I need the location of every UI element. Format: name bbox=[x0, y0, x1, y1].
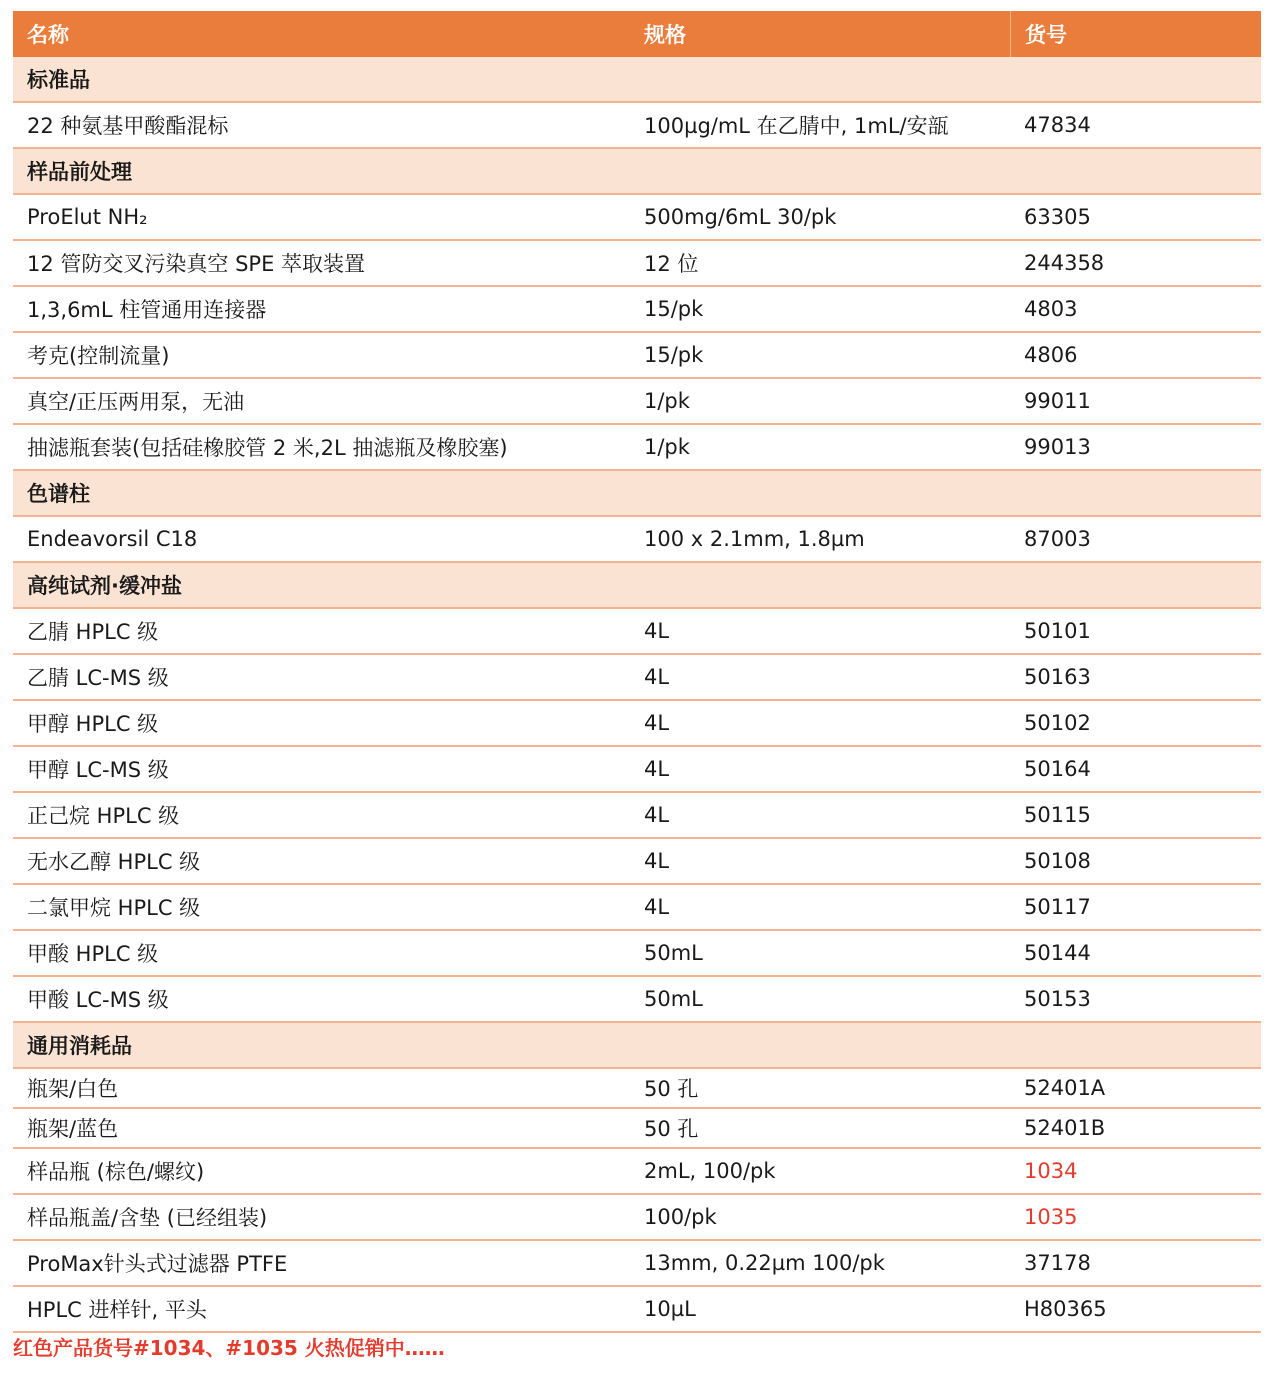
product-name: 样品瓶盖/含垫 (已经组装) bbox=[27, 1206, 268, 1230]
table-row bbox=[13, 1287, 1261, 1333]
product-code-highlighted: 1034 bbox=[1024, 1159, 1078, 1183]
product-name: 正己烷 HPLC 级 bbox=[27, 804, 180, 828]
product-name: 无水乙醇 HPLC 级 bbox=[27, 850, 201, 874]
product-name: 瓶架/白色 bbox=[27, 1077, 119, 1101]
table-row bbox=[13, 333, 1261, 379]
table-row bbox=[13, 747, 1261, 793]
category-row bbox=[13, 1023, 1261, 1069]
table-row bbox=[13, 1195, 1261, 1241]
product-name: 乙腈 HPLC 级 bbox=[27, 620, 159, 644]
category-label: 标准品 bbox=[27, 68, 90, 92]
product-name: Endeavorsil C18 bbox=[27, 527, 198, 551]
product-spec: 10µL bbox=[644, 1297, 696, 1321]
product-code: 4806 bbox=[1024, 343, 1078, 367]
table-row bbox=[13, 885, 1261, 931]
table-row bbox=[13, 931, 1261, 977]
product-spec: 4L bbox=[644, 803, 670, 827]
table-row bbox=[13, 287, 1261, 333]
table-row bbox=[13, 655, 1261, 701]
product-code: 87003 bbox=[1024, 527, 1091, 551]
table-row bbox=[13, 379, 1261, 425]
column-header-name: 名称 bbox=[27, 23, 69, 47]
product-spec: 2mL, 100/pk bbox=[644, 1159, 776, 1183]
product-code: 4803 bbox=[1024, 297, 1078, 321]
category-row bbox=[13, 563, 1261, 609]
product-spec: 50 孔 bbox=[644, 1117, 699, 1141]
product-spec: 50mL bbox=[644, 941, 703, 965]
product-spec: 4L bbox=[644, 619, 670, 643]
category-label: 色谱柱 bbox=[27, 482, 90, 506]
product-code: 50144 bbox=[1024, 941, 1091, 965]
product-spec: 100 x 2.1mm, 1.8µm bbox=[644, 527, 865, 551]
product-name: 22 种氨基甲酸酯混标 bbox=[27, 114, 229, 138]
product-name: 考克(控制流量) bbox=[27, 344, 170, 368]
product-spec: 15/pk bbox=[644, 297, 704, 321]
table-row bbox=[13, 517, 1261, 563]
product-code: 50108 bbox=[1024, 849, 1091, 873]
category-row bbox=[13, 57, 1261, 103]
product-code: 47834 bbox=[1024, 113, 1091, 137]
product-name: 甲酸 HPLC 级 bbox=[27, 942, 159, 966]
product-code: 50153 bbox=[1024, 987, 1091, 1011]
product-code: 52401B bbox=[1024, 1116, 1106, 1140]
product-spec: 1/pk bbox=[644, 435, 690, 459]
product-code: 50163 bbox=[1024, 665, 1091, 689]
product-name: 甲酸 LC-MS 级 bbox=[27, 988, 169, 1012]
product-spec: 100/pk bbox=[644, 1205, 717, 1229]
table-row bbox=[13, 1149, 1261, 1195]
category-label: 高纯试剂·缓冲盐 bbox=[27, 574, 182, 598]
category-label: 样品前处理 bbox=[27, 160, 132, 184]
product-spec: 50 孔 bbox=[644, 1077, 699, 1101]
product-name: 12 管防交叉污染真空 SPE 萃取装置 bbox=[27, 252, 366, 276]
product-spec: 15/pk bbox=[644, 343, 704, 367]
product-code: 50164 bbox=[1024, 757, 1091, 781]
product-spec: 1/pk bbox=[644, 389, 690, 413]
column-header-spec: 规格 bbox=[644, 23, 686, 47]
product-name: 瓶架/蓝色 bbox=[27, 1117, 119, 1141]
category-row bbox=[13, 471, 1261, 517]
product-spec: 50mL bbox=[644, 987, 703, 1011]
table-body bbox=[13, 57, 1261, 1333]
product-name: 样品瓶 (棕色/螺纹) bbox=[27, 1160, 205, 1184]
table-row bbox=[13, 425, 1261, 471]
product-spec: 12 位 bbox=[644, 252, 699, 276]
table-row bbox=[13, 977, 1261, 1023]
table-row bbox=[13, 195, 1261, 241]
product-spec: 500mg/6mL 30/pk bbox=[644, 205, 837, 229]
product-spec: 4L bbox=[644, 757, 670, 781]
product-code-highlighted: 1035 bbox=[1024, 1205, 1078, 1229]
product-name: HPLC 进样针, 平头 bbox=[27, 1298, 207, 1322]
product-name: ProElut NH₂ bbox=[27, 205, 148, 229]
product-name: 1,3,6mL 柱管通用连接器 bbox=[27, 298, 267, 322]
product-code: 52401A bbox=[1024, 1076, 1106, 1100]
product-name: 真空/正压两用泵，无油 bbox=[27, 390, 245, 414]
product-code: 99013 bbox=[1024, 435, 1091, 459]
product-code: 50115 bbox=[1024, 803, 1091, 827]
product-spec: 4L bbox=[644, 711, 670, 735]
table-header-row bbox=[13, 11, 1261, 57]
product-name: 甲醇 LC-MS 级 bbox=[27, 758, 169, 782]
category-row bbox=[13, 149, 1261, 195]
table-row bbox=[13, 701, 1261, 747]
table-row bbox=[13, 1109, 1261, 1149]
table-row bbox=[13, 839, 1261, 885]
product-code: 50101 bbox=[1024, 619, 1091, 643]
product-spec: 4L bbox=[644, 895, 670, 919]
product-code: H80365 bbox=[1024, 1297, 1107, 1321]
product-table bbox=[13, 11, 1261, 1333]
product-code: 63305 bbox=[1024, 205, 1091, 229]
product-spec: 100µg/mL 在乙腈中, 1mL/安瓿 bbox=[644, 114, 949, 138]
category-label: 通用消耗品 bbox=[27, 1034, 132, 1058]
product-spec: 13mm, 0.22µm 100/pk bbox=[644, 1251, 885, 1275]
product-name: 抽滤瓶套装(包括硅橡胶管 2 米,2L 抽滤瓶及橡胶塞) bbox=[27, 436, 508, 460]
table-row bbox=[13, 609, 1261, 655]
product-code: 244358 bbox=[1024, 251, 1105, 275]
product-code: 50117 bbox=[1024, 895, 1091, 919]
table-row bbox=[13, 1069, 1261, 1109]
table-row bbox=[13, 793, 1261, 839]
product-name: 乙腈 LC-MS 级 bbox=[27, 666, 169, 690]
product-name: ProMax针头式过滤器 PTFE bbox=[27, 1252, 288, 1276]
promotion-footnote: 红色产品货号#1034、#1035 火热促销中…… bbox=[13, 1336, 445, 1360]
column-header-code: 货号 bbox=[1010, 11, 1261, 57]
product-spec: 4L bbox=[644, 665, 670, 689]
product-name: 二氯甲烷 HPLC 级 bbox=[27, 896, 201, 920]
product-code: 37178 bbox=[1024, 1251, 1091, 1275]
product-name: 甲醇 HPLC 级 bbox=[27, 712, 159, 736]
table-row bbox=[13, 103, 1261, 149]
product-code: 50102 bbox=[1024, 711, 1091, 735]
table-row bbox=[13, 1241, 1261, 1287]
product-code: 99011 bbox=[1024, 389, 1091, 413]
table-row bbox=[13, 241, 1261, 287]
product-spec: 4L bbox=[644, 849, 670, 873]
